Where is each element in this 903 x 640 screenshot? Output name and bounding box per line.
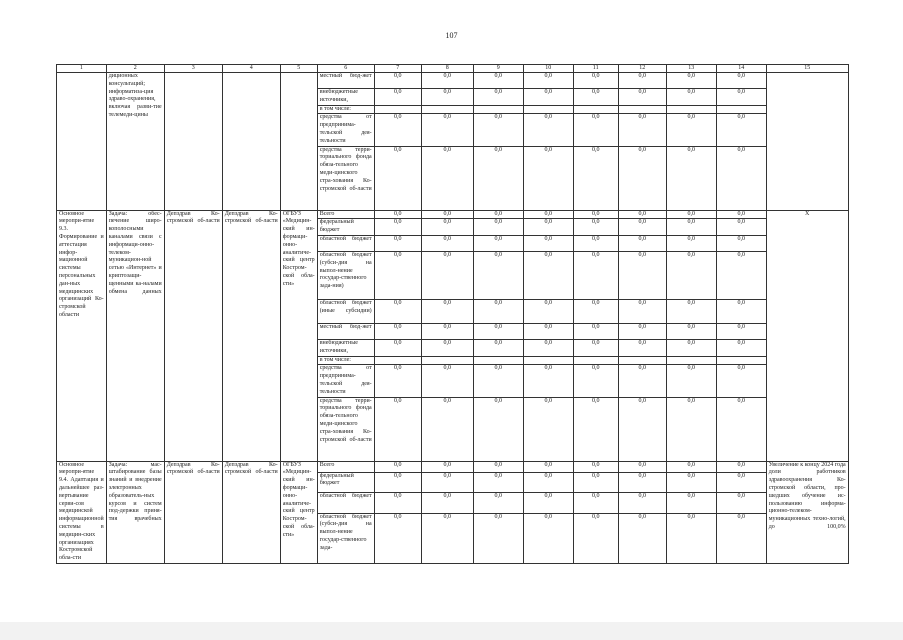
value-cell: 0,0 — [618, 339, 666, 356]
value-cell: 0,0 — [473, 365, 523, 397]
value-cell: 0,0 — [473, 73, 523, 89]
value-cell: 0,0 — [473, 89, 523, 106]
funding-source-cell: Всего — [317, 210, 374, 219]
budget-table — [56, 64, 849, 564]
value-cell: 0,0 — [421, 251, 473, 299]
value-cell: 0,0 — [716, 461, 766, 472]
value-cell: 0,0 — [473, 146, 523, 210]
value-cell: 0,0 — [421, 493, 473, 513]
funding-source-cell: областной бюджет — [317, 235, 374, 251]
column-header: 14 — [716, 65, 766, 73]
value-cell: 0,0 — [523, 210, 573, 219]
value-cell: 0,0 — [473, 472, 523, 493]
value-cell: 0,0 — [523, 397, 573, 461]
value-cell: 0,0 — [618, 513, 666, 563]
value-cell: 0,0 — [473, 339, 523, 356]
value-cell: 0,0 — [374, 472, 421, 493]
value-cell — [716, 105, 766, 114]
executor-cell: ОГБУЗ «Медицин-ский ин-формаци-онно-аналитиче-ский центр Костром-ской обла-сти» — [280, 210, 317, 461]
page-number: 107 — [445, 31, 458, 40]
funding-source-cell: внебюджетные источники, — [317, 89, 374, 106]
value-cell: 0,0 — [523, 472, 573, 493]
value-cell: 0,0 — [573, 114, 618, 146]
value-cell: 0,0 — [523, 365, 573, 397]
value-cell: 0,0 — [716, 323, 766, 339]
value-cell: 0,0 — [421, 114, 473, 146]
value-cell: 0,0 — [618, 235, 666, 251]
value-cell: 0,0 — [716, 472, 766, 493]
value-cell: 0,0 — [523, 513, 573, 563]
value-cell: 0,0 — [716, 235, 766, 251]
value-cell: 0,0 — [573, 73, 618, 89]
value-cell: 0,0 — [421, 397, 473, 461]
task-cell: Задача: мас-штабирование базы знаний и внедрение электронных образователь-ных курсов и систем под-держки приня-тия врачебных — [106, 461, 164, 563]
funding-source-cell: в том числе: — [317, 105, 374, 114]
value-cell: 0,0 — [573, 235, 618, 251]
value-cell: 0,0 — [666, 219, 716, 236]
funding-source-cell: Всего — [317, 461, 374, 472]
value-cell: 0,0 — [716, 251, 766, 299]
value-cell — [666, 105, 716, 114]
value-cell: 0,0 — [374, 513, 421, 563]
result-cell: Х — [766, 210, 848, 461]
column-header: 2 — [106, 65, 164, 73]
value-cell: 0,0 — [421, 89, 473, 106]
value-cell: 0,0 — [374, 461, 421, 472]
value-cell: 0,0 — [666, 365, 716, 397]
value-cell: 0,0 — [573, 210, 618, 219]
value-cell: 0,0 — [618, 251, 666, 299]
value-cell: 0,0 — [473, 299, 523, 323]
value-cell: 0,0 — [666, 397, 716, 461]
value-cell: 0,0 — [473, 513, 523, 563]
value-cell: 0,0 — [666, 146, 716, 210]
value-cell: 0,0 — [666, 89, 716, 106]
value-cell: 0,0 — [374, 89, 421, 106]
value-cell: 0,0 — [666, 210, 716, 219]
value-cell: 0,0 — [716, 114, 766, 146]
executor-cell: ОГБУЗ «Медицин-ский ин-формаци-онно-аналитиче-ский центр Костром-ской обла-сти» — [280, 461, 317, 563]
column-header: 1 — [57, 65, 107, 73]
task-cell: диционных консультаций; информатиза-ция здраво-охранения, включая разви-тие телемеди-цины — [106, 73, 164, 211]
coordinator-cell: Депздрав Ко-стромской об-ласти — [164, 210, 222, 461]
value-cell: 0,0 — [618, 146, 666, 210]
executor-cell — [280, 73, 317, 211]
column-header: 7 — [374, 65, 421, 73]
value-cell: 0,0 — [374, 339, 421, 356]
value-cell: 0,0 — [473, 114, 523, 146]
value-cell: 0,0 — [421, 461, 473, 472]
value-cell: 0,0 — [618, 89, 666, 106]
value-cell: 0,0 — [374, 73, 421, 89]
value-cell: 0,0 — [618, 219, 666, 236]
value-cell: 0,0 — [618, 493, 666, 513]
value-cell: 0,0 — [716, 365, 766, 397]
value-cell — [523, 105, 573, 114]
column-header: 4 — [222, 65, 280, 73]
value-cell: 0,0 — [374, 235, 421, 251]
value-cell: 0,0 — [716, 513, 766, 563]
value-cell: 0,0 — [573, 251, 618, 299]
value-cell: 0,0 — [716, 73, 766, 89]
value-cell: 0,0 — [716, 219, 766, 236]
value-cell — [473, 356, 523, 365]
value-cell: 0,0 — [618, 299, 666, 323]
value-cell: 0,0 — [666, 461, 716, 472]
value-cell: 0,0 — [421, 472, 473, 493]
value-cell: 0,0 — [473, 397, 523, 461]
value-cell — [618, 105, 666, 114]
value-cell: 0,0 — [421, 299, 473, 323]
value-cell: 0,0 — [523, 219, 573, 236]
value-cell — [716, 356, 766, 365]
value-cell: 0,0 — [374, 323, 421, 339]
value-cell: 0,0 — [523, 114, 573, 146]
value-cell: 0,0 — [523, 299, 573, 323]
value-cell — [473, 105, 523, 114]
value-cell: 0,0 — [716, 339, 766, 356]
value-cell: 0,0 — [573, 323, 618, 339]
table-row — [57, 73, 849, 89]
value-cell: 0,0 — [666, 513, 716, 563]
value-cell: 0,0 — [473, 235, 523, 251]
funding-source-cell: федеральный бюджет — [317, 219, 374, 236]
value-cell: 0,0 — [716, 146, 766, 210]
value-cell: 0,0 — [618, 114, 666, 146]
value-cell: 0,0 — [716, 299, 766, 323]
value-cell: 0,0 — [666, 251, 716, 299]
value-cell: 0,0 — [666, 235, 716, 251]
value-cell: 0,0 — [421, 219, 473, 236]
event-name-cell: Основное меропри-ятие 9.3. Формирование и аттестация инфор-мационной системы персональных дан-ных медицинских организаций Ко-стромской области — [57, 210, 107, 461]
value-cell: 0,0 — [421, 513, 473, 563]
value-cell: 0,0 — [716, 493, 766, 513]
value-cell: 0,0 — [421, 365, 473, 397]
value-cell: 0,0 — [666, 472, 716, 493]
value-cell: 0,0 — [523, 493, 573, 513]
value-cell: 0,0 — [573, 493, 618, 513]
value-cell: 0,0 — [523, 146, 573, 210]
value-cell: 0,0 — [523, 89, 573, 106]
funding-source-cell: местный бюд-жет — [317, 73, 374, 89]
value-cell: 0,0 — [523, 251, 573, 299]
event-name-cell: Основное меропри-ятие 9.4. Адаптация и дальнейшее раз-вертывание серви-сов медицинской информационной системы в медицин-ских организациях Костромской обла-сти — [57, 461, 107, 563]
value-cell: 0,0 — [374, 219, 421, 236]
column-header: 9 — [473, 65, 523, 73]
funding-source-cell: областной бюджет (субси-дия на выпол-нение государ-ственного зада-ния) — [317, 251, 374, 299]
column-header: 6 — [317, 65, 374, 73]
responsible-cell — [222, 73, 280, 211]
value-cell: 0,0 — [523, 461, 573, 472]
funding-source-cell: областной бюджет (субси-дия на выпол-нение государ-ственного зада- — [317, 513, 374, 563]
value-cell: 0,0 — [573, 339, 618, 356]
result-cell — [766, 73, 848, 211]
value-cell: 0,0 — [374, 299, 421, 323]
column-header: 13 — [666, 65, 716, 73]
responsible-cell: Депздрав Ко-стромской об-ласти — [222, 210, 280, 461]
result-cell: Увеличение к концу 2024 года доли работников здравоохранения Ко-стромской области, про-шедших обучение ис-пользованию информа-ционно-телеком-муникационных техно-логий, до 100,0% — [766, 461, 848, 563]
value-cell: 0,0 — [716, 210, 766, 219]
value-cell — [421, 356, 473, 365]
value-cell: 0,0 — [573, 219, 618, 236]
column-header: 12 — [618, 65, 666, 73]
value-cell: 0,0 — [523, 235, 573, 251]
value-cell: 0,0 — [573, 146, 618, 210]
value-cell: 0,0 — [374, 251, 421, 299]
value-cell: 0,0 — [618, 365, 666, 397]
coordinator-cell — [164, 73, 222, 211]
value-cell: 0,0 — [618, 210, 666, 219]
value-cell — [573, 105, 618, 114]
funding-source-cell: федеральный бюджет — [317, 472, 374, 493]
value-cell: 0,0 — [573, 397, 618, 461]
value-cell: 0,0 — [666, 114, 716, 146]
value-cell: 0,0 — [716, 89, 766, 106]
funding-source-cell: внебюджетные источники, — [317, 339, 374, 356]
value-cell — [374, 356, 421, 365]
table-row — [57, 210, 849, 219]
value-cell: 0,0 — [473, 323, 523, 339]
value-cell: 0,0 — [573, 365, 618, 397]
value-cell: 0,0 — [618, 472, 666, 493]
value-cell — [374, 105, 421, 114]
value-cell: 0,0 — [473, 219, 523, 236]
funding-source-cell: средства терри-ториального фонда обяза-тельного меди-цинского стра-хования Ко-стромской об-ласти — [317, 146, 374, 210]
value-cell — [666, 356, 716, 365]
value-cell: 0,0 — [666, 323, 716, 339]
value-cell — [573, 356, 618, 365]
value-cell: 0,0 — [523, 323, 573, 339]
value-cell: 0,0 — [618, 397, 666, 461]
value-cell: 0,0 — [374, 146, 421, 210]
column-header: 15 — [766, 65, 848, 73]
column-header: 8 — [421, 65, 473, 73]
value-cell: 0,0 — [473, 210, 523, 219]
column-header: 5 — [280, 65, 317, 73]
value-cell: 0,0 — [421, 323, 473, 339]
value-cell: 0,0 — [666, 339, 716, 356]
funding-source-cell: областной бюджет — [317, 493, 374, 513]
value-cell: 0,0 — [421, 339, 473, 356]
value-cell: 0,0 — [618, 323, 666, 339]
coordinator-cell: Депздрав Ко-стромской об-ласти — [164, 461, 222, 563]
value-cell: 0,0 — [573, 461, 618, 472]
value-cell: 0,0 — [374, 114, 421, 146]
value-cell: 0,0 — [473, 251, 523, 299]
value-cell: 0,0 — [573, 299, 618, 323]
value-cell: 0,0 — [573, 513, 618, 563]
funding-source-cell: областной бюджет (иные субсидии) — [317, 299, 374, 323]
value-cell — [421, 105, 473, 114]
value-cell: 0,0 — [421, 146, 473, 210]
value-cell: 0,0 — [573, 89, 618, 106]
table-row — [57, 461, 849, 472]
value-cell: 0,0 — [421, 210, 473, 219]
column-header: 11 — [573, 65, 618, 73]
funding-source-cell: средства от предпринима-тельской дея-тельности — [317, 365, 374, 397]
value-cell: 0,0 — [523, 73, 573, 89]
column-header: 3 — [164, 65, 222, 73]
value-cell — [523, 356, 573, 365]
value-cell: 0,0 — [374, 365, 421, 397]
value-cell: 0,0 — [666, 299, 716, 323]
value-cell: 0,0 — [374, 210, 421, 219]
value-cell: 0,0 — [666, 73, 716, 89]
value-cell — [618, 356, 666, 365]
responsible-cell: Депздрав Ко-стромской об-ласти — [222, 461, 280, 563]
value-cell: 0,0 — [374, 397, 421, 461]
funding-source-cell: средства от предпринима-тельской дея-тельности — [317, 114, 374, 146]
value-cell: 0,0 — [618, 461, 666, 472]
value-cell: 0,0 — [473, 493, 523, 513]
value-cell: 0,0 — [421, 235, 473, 251]
value-cell: 0,0 — [618, 73, 666, 89]
value-cell: 0,0 — [523, 339, 573, 356]
funding-source-cell: средства терри-ториального фонда обяза-тельного меди-цинского стра-хования Ко-стромской об-ласти — [317, 397, 374, 461]
value-cell: 0,0 — [716, 397, 766, 461]
value-cell: 0,0 — [473, 461, 523, 472]
value-cell: 0,0 — [573, 472, 618, 493]
funding-source-cell: местный бюд-жет — [317, 323, 374, 339]
header-row — [57, 65, 849, 73]
funding-source-cell: в том числе: — [317, 356, 374, 365]
task-cell: Задача: обес-печение широ-кополосными каналами связи с информаци-онно-телеком-муникацион-ной сетью «Интернет» и криптозащи-щенными ка-налами обмена данных — [106, 210, 164, 461]
value-cell: 0,0 — [421, 73, 473, 89]
value-cell: 0,0 — [374, 493, 421, 513]
value-cell: 0,0 — [666, 493, 716, 513]
event-name-cell — [57, 73, 107, 211]
column-header: 10 — [523, 65, 573, 73]
